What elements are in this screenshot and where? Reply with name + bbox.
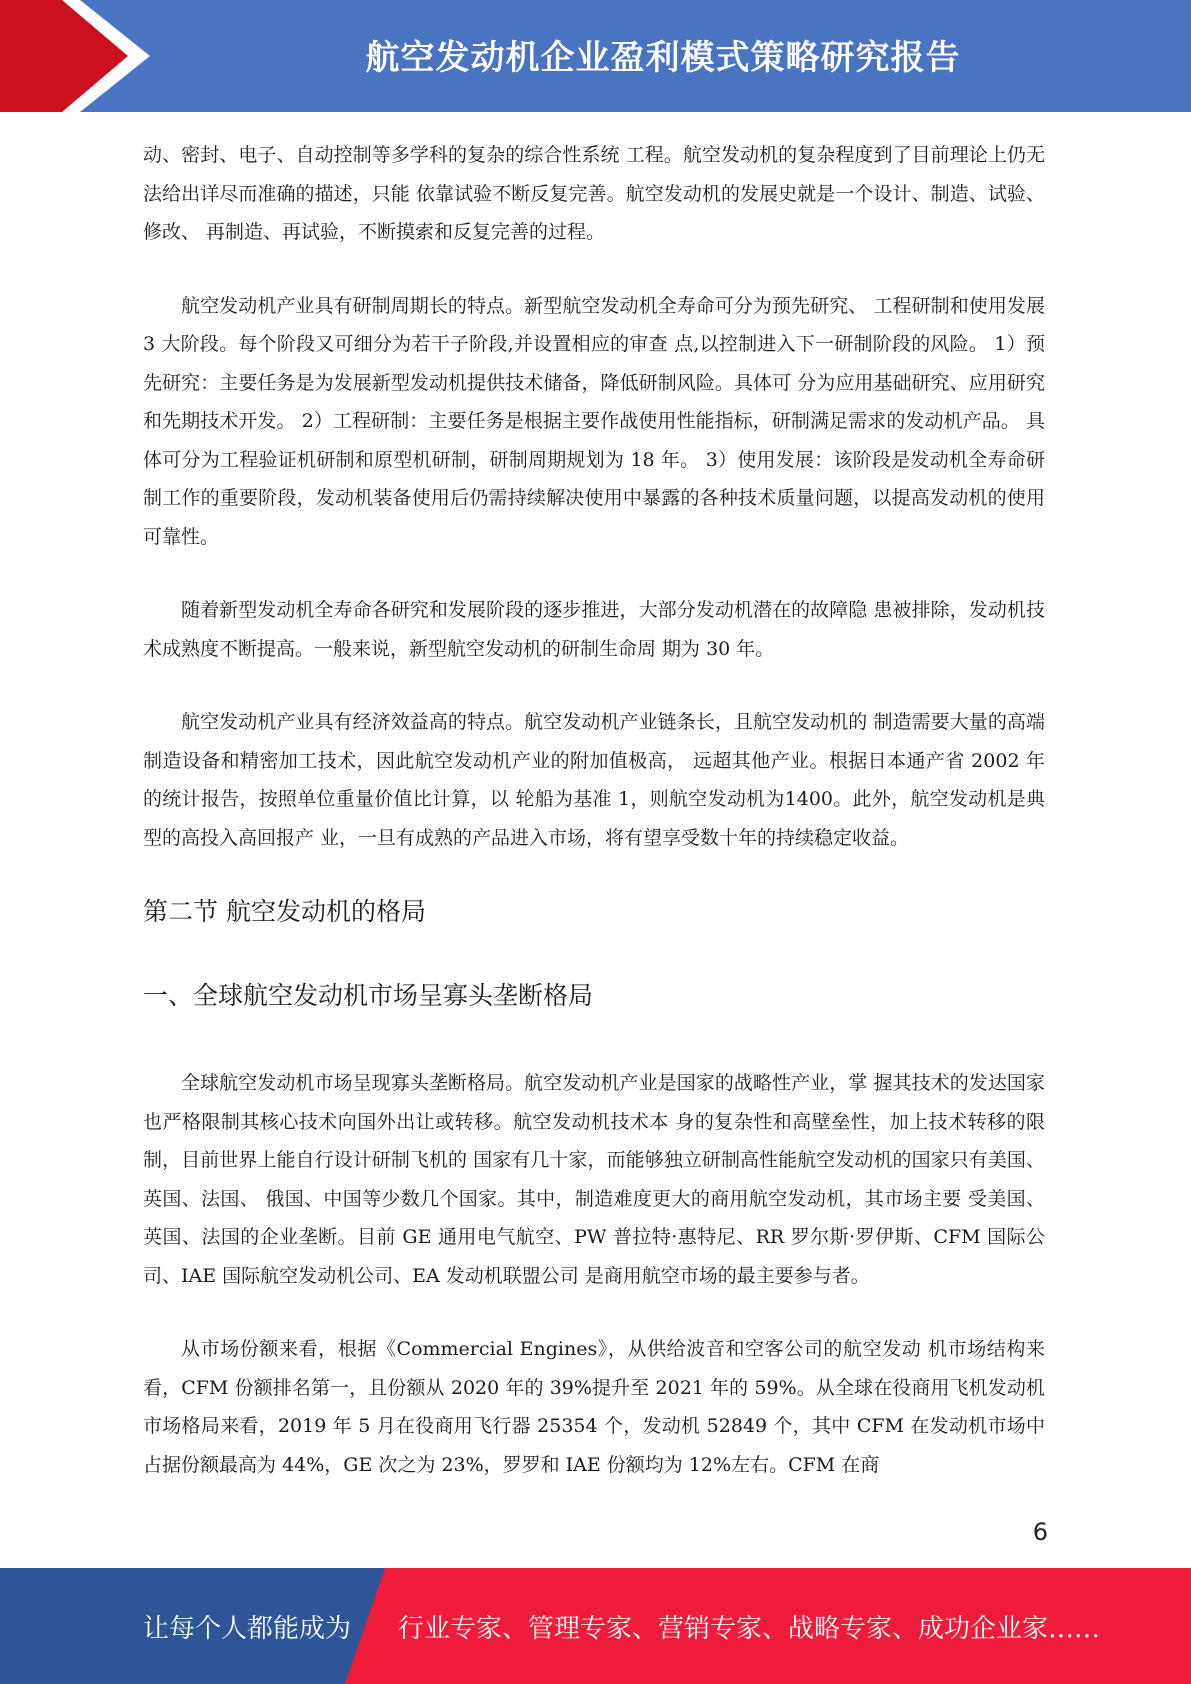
- paragraph: 动、密封、电子、自动控制等多学科的复杂的综合性系统 工程。航空发动机的复杂程度到了目前理论上仍无法给出详尽而准确的描述，只能 依靠试验不断反复完善。航空发动机的发展史就是一个设计、制造、试验、修改、 再制造、再试验，不断摸索和反复完善的过程。: [143, 144, 1045, 243]
- document-body: [143, 136, 1045, 1519]
- paragraph: 从市场份额来看，根据《Commercial Engines》，从供给波音和空客公司的航空发动 机市场结构来看，CFM 份额排名第一，且份额从 2020 年的 39%提升至 2021 年的 59%。从全球在役商用飞机发动机市场格局来看，2019 年 5 月在役商用飞行器 25354 个，发动机 52849 个，其中 CFM 在发动机市场中占据份额最高为 44%，GE 次之为 23%，罗罗和 IAE 份额均为 12%左右。CFM 在商: [143, 1338, 1045, 1476]
- footer-slogan-left: 让每个人都能成为: [143, 1613, 352, 1644]
- paragraph: 随着新型发动机全寿命各研究和发展阶段的逐步推进，大部分发动机潜在的故障隐 患被排除，发动机技术成熟度不断提高。一般来说，新型航空发动机的研制生命周 期为 30 年。: [143, 599, 1045, 660]
- page-number: 6: [1032, 1518, 1048, 1546]
- paragraph: 全球航空发动机市场呈现寡头垄断格局。航空发动机产业是国家的战略性产业，掌 握其技术的发达国家也严格限制其核心技术向国外出让或转移。航空发动机技术本 身的复杂性和高壁垒性，加上技术转移的限制，目前世界上能自行设计研制飞机的 国家有几十家，而能够独立研制高性能航空发动机的国家只有美国、英国、法国、 俄国、中国等少数几个国家。其中，制造难度更大的商用航空发动机，其市场主要 受美国、英国、法国的企业垄断。目前 GE 通用电气航空、PW 普拉特·惠特尼、RR 罗尔斯·罗伊斯、CFM 国际公司、IAE 国际航空发动机公司、EA 发动机联盟公司 是商用航空市场的最主要参与者。: [143, 1072, 1045, 1287]
- paragraph: 航空发动机产业具有经济效益高的特点。航空发动机产业链条长，且航空发动机的 制造需要大量的高端制造设备和精密加工技术，因此航空发动机产业的附加值极高， 远超其他产业。根据日本通产省 2002 年的统计报告，按照单位重量价值比计算，以 轮船为基准 1，则航空发动机为1400。此外，航空发动机是典型的高投入高回报产 业，一旦有成熟的产品进入市场，将有望享受数十年的持续稳定收益。: [143, 711, 1045, 849]
- section-heading: 第二节 航空发动机的格局: [143, 897, 426, 926]
- header-title: 航空发动机企业盈利模式策略研究报告: [365, 37, 961, 78]
- subsection-heading: 一、全球航空发动机市场呈寡头垄断格局: [143, 981, 594, 1010]
- footer-banner: [0, 1568, 1191, 1684]
- paragraph: 航空发动机产业具有研制周期长的特点。新型航空发动机全寿命可分为预先研究、 工程研制和使用发展 3 大阶段。每个阶段又可细分为若干子阶段,并设置相应的审查 点,以控制进入下一研制阶段的风险。 1）预先研究：主要任务是为发展新型发动机提供技术储备，降低研制风险。具体可 分为应用基础研究、应用研究和先期技术开发。 2）工程研制：主要任务是根据主要作战使用性能指标，研制满足需求的发动机产品。 具体可分为工程验证机研制和原型机研制，研制周期规划为 18 年。 3）使用发展：该阶段是发动机全寿命研制工作的重要阶段，发动机装备使用后仍需持续解决使用中暴露的各种技术质量问题，以提高发动机的使用可靠性。: [143, 294, 1045, 548]
- header-banner: [0, 0, 1191, 112]
- header-arrow-decoration: [0, 0, 160, 112]
- footer-slogan-right: 行业专家、管理专家、营销专家、战略专家、成功企业家……: [398, 1613, 1101, 1644]
